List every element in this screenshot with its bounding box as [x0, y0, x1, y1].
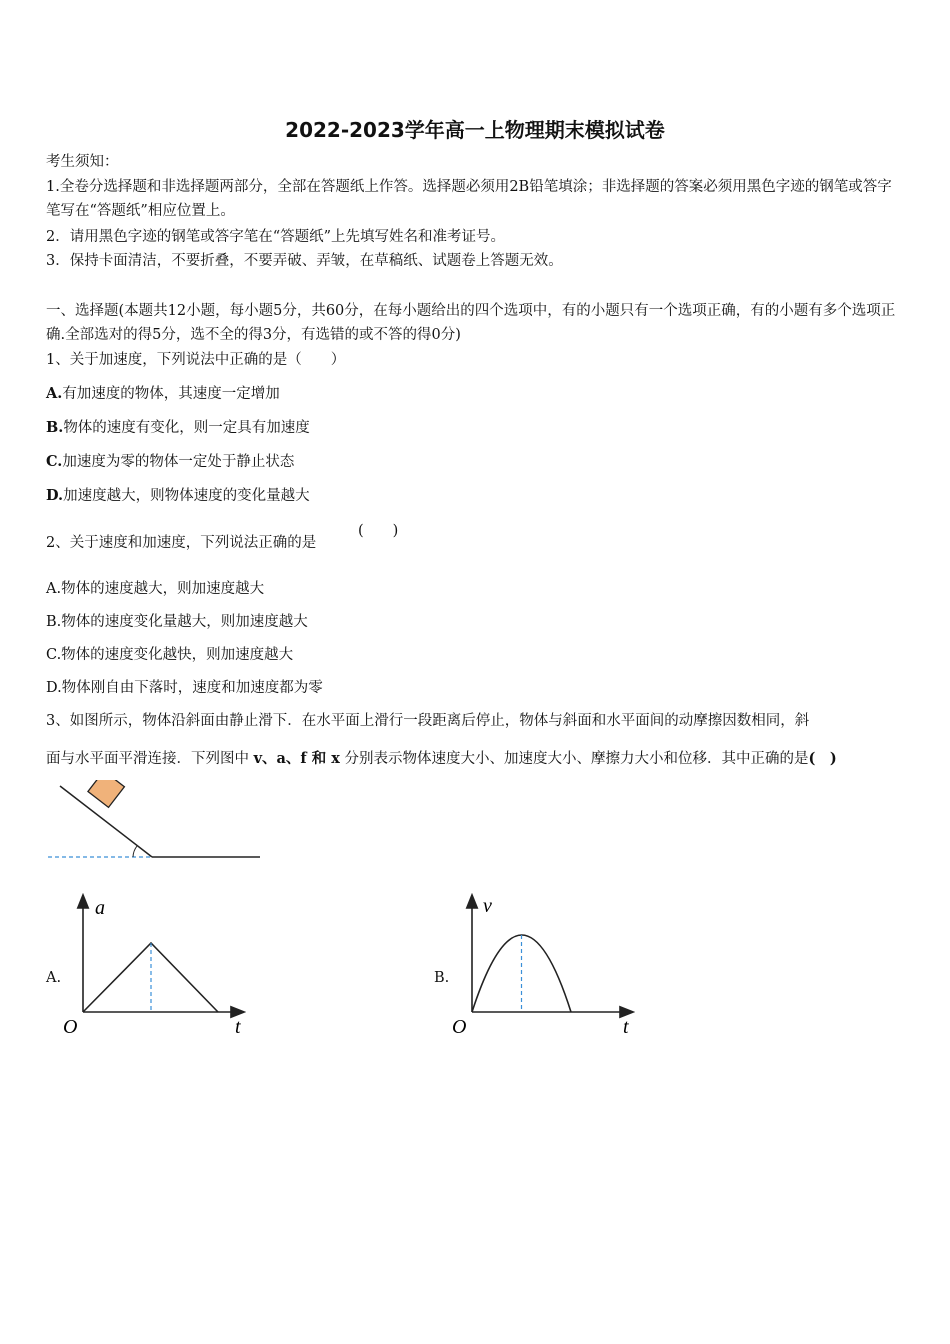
x-axis-label: t [623, 1016, 629, 1038]
x-axis-label: t [235, 1016, 241, 1038]
y-axis-label: a [95, 897, 105, 919]
option-letter: C. [46, 453, 63, 470]
notice-item-1: 1.全卷分选择题和非选择题两部分，全部在答题纸上作答。选择题必须用2B铅笔填涂；非选择题的答案必须用黑色字迹的钢笔或答字笔写在“答题纸”相应位置上。 [46, 179, 892, 219]
option-letter: D. [46, 487, 64, 504]
origin-label: O [63, 1016, 78, 1038]
incline-figure [40, 780, 270, 870]
notice-item-2: 2．请用黑色字迹的钢笔或答字笔在“答题纸”上先填写姓名和准考证号。 [46, 229, 506, 245]
angle-arc [133, 846, 137, 857]
q3-option-b-label: B. [434, 970, 450, 986]
graph-b [445, 888, 645, 1043]
stem-paren: ( ) [808, 750, 837, 767]
q2-option-a: A.物体的速度越大，则加速度越大 [46, 581, 265, 597]
q2-option-c: C.物体的速度变化越快，则加速度越大 [46, 647, 294, 663]
question-3-stem-line2 [46, 749, 837, 769]
q3-option-a-label: A. [46, 970, 62, 986]
sliding-block [88, 780, 124, 807]
q2-option-b: B.物体的速度变化量越大，则加速度越大 [46, 614, 308, 630]
question-2-paren: ( ) [358, 523, 399, 539]
question-2-stem: 2、关于速度和加速度，下列说法正确的是 [46, 535, 317, 551]
question-1-stem: 1、关于加速度，下列说法中正确的是（ ） [46, 352, 346, 368]
section-heading: 一、选择题(本题共12小题，每小题5分，共60分，在每小题给出的四个选项中，有的小题只有一个选项正确，有的小题有多个选项正确.全部选对的得5分，选不全的得3分，有选错的或不答的得0分) [46, 303, 896, 343]
stem-text: 分别表示物体速度大小、加速度大小、摩擦力大小和位移．其中正确的是 [339, 751, 809, 767]
q1-option-b [46, 418, 310, 438]
option-letter: B. [46, 419, 64, 436]
option-letter: A. [46, 385, 63, 402]
notice-heading: 考生须知： [46, 154, 119, 170]
stem-text: 面与水平面平滑连接．下列图中 [46, 751, 254, 767]
option-text: 加速度为零的物体一定处于静止状态 [62, 454, 295, 470]
stem-variables: v、a、f 和 x [253, 750, 340, 767]
q2-option-d: D.物体刚自由下落时，速度和加速度都为零 [46, 680, 323, 696]
notice-item-3: 3．保持卡面清洁，不要折叠，不要弄破、弄皱，在草稿纸、试题卷上答题无效。 [46, 253, 563, 269]
q1-option-a [46, 384, 280, 404]
option-text: 加速度越大，则物体速度的变化量越大 [63, 488, 310, 504]
question-3-stem-line1: 3、如图所示，物体沿斜面由静止滑下．在水平面上滑行一段距离后停止，物体与斜面和水平面间的动摩擦因数相同，斜 [46, 713, 810, 729]
y-axis-label: v [483, 895, 492, 917]
q1-option-d [46, 486, 310, 506]
graph-a [55, 888, 255, 1043]
origin-label: O [452, 1016, 467, 1038]
q1-option-c [46, 452, 294, 472]
option-text: 物体的速度有变化，则一定具有加速度 [63, 420, 310, 436]
option-text: 有加速度的物体，其速度一定增加 [62, 386, 280, 402]
page-title: 2022-2023学年高一上物理期末模拟试卷 [285, 118, 665, 142]
